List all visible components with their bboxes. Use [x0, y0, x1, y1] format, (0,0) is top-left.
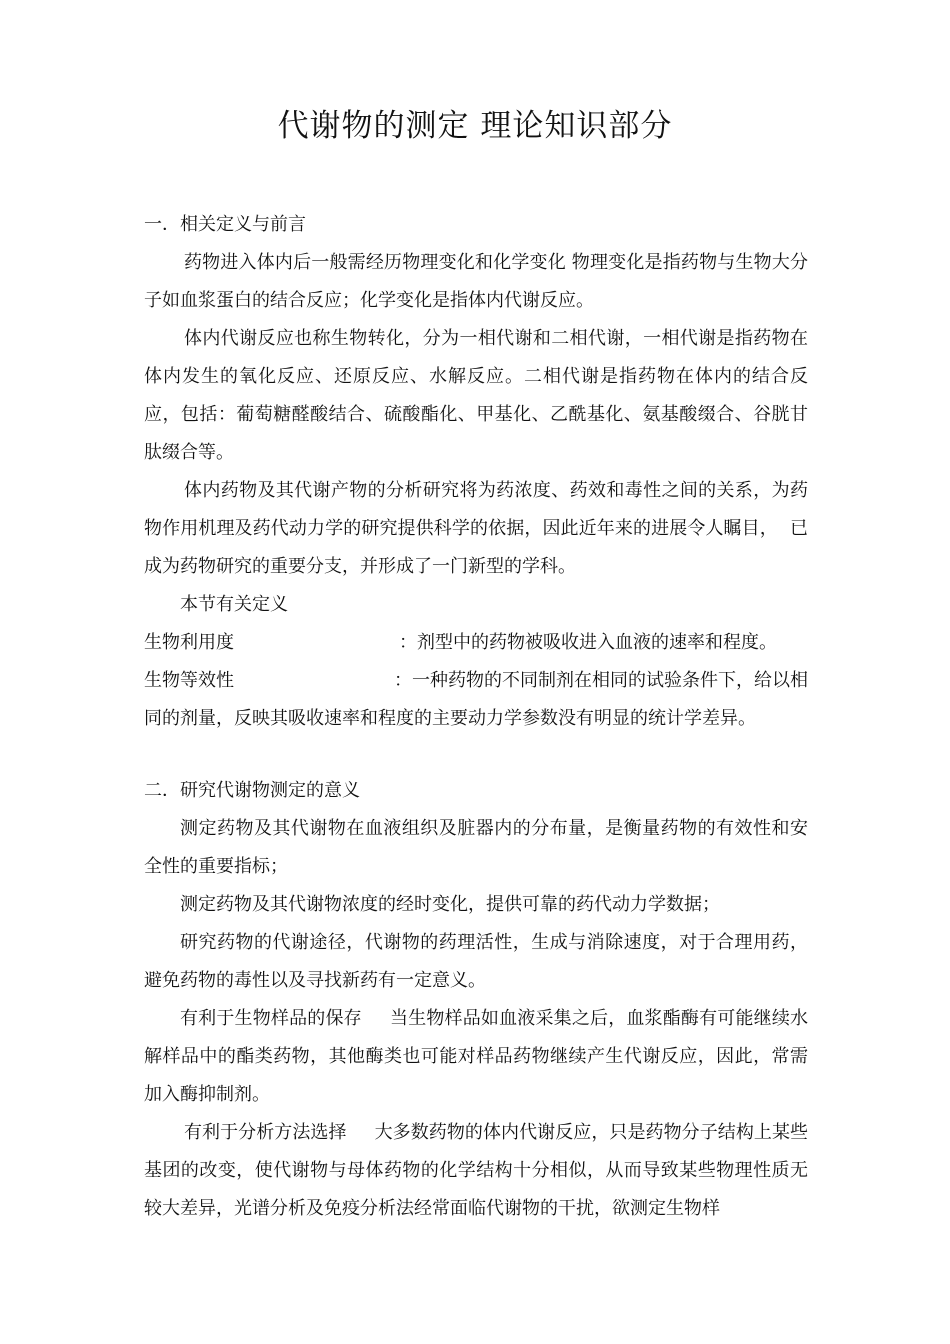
definitions-subheading: 本节有关定义 — [180, 594, 288, 615]
section-1-paragraph-2: 体内代谢反应也称生物转化，分为一相代谢和二相代谢，一相代谢是指药物在体内发生的氧化反应、还原反应、水解反应。二相代谢是指药物在体内的结合反应，包括：葡萄糖醛酸结合、硫酸酯化、甲基化、乙酰基化、氨基酸缀合、谷胱甘肽缀合等。 — [144, 328, 808, 463]
section-2-paragraph-5-body: 大多数药物的体内代谢反应，只是药物分子结构上某些基团的改变，使代谢物与母体药物的化学结构十分相似，从而导致某些物理性质无较大差异，光谱分析及免疫分析法经常面临代谢物的干扰，欲测定生物样 — [144, 1122, 808, 1219]
section-2-paragraph-4 — [144, 1000, 808, 1114]
page-title: 代谢物的测定 理论知识部分 — [277, 108, 673, 144]
section-2-paragraph-5-lead: 有利于分析方法选择 — [184, 1122, 347, 1143]
section-1-heading: 一．相关定义与前言 — [144, 214, 306, 235]
section-1-paragraph-1: 药物进入体内后一般需经历物理变化和化学变化 物理变化是指药物与生物大分子如血浆蛋白的结合反应；化学变化是指体内代谢反应。 — [144, 252, 808, 311]
document-body — [144, 206, 808, 1228]
definition-text: ：一种药物的不同制剂在相同的试验条件下，给以相同的剂量，反映其吸收速率和程度的主要动力学参数没有明显的统计学差异。 — [144, 670, 808, 729]
definition-term: 生物等效性 — [144, 670, 234, 691]
section-1-paragraph-3-part-a: 体内药物及其代谢产物的分析研究将为药浓度、药效和毒性之间的关系，为药物作用机理及药代动力学的研究提供科学的依据，因此近年来的进展令人瞩目， — [144, 480, 808, 539]
section-2-paragraph-4-lead: 有利于生物样品的保存 — [180, 1008, 362, 1029]
section-2-paragraph-4-body: 当生物样品如血液采集之后，血浆酯酶有可能继续水解样品中的酯类药物，其他酶类也可能对样品药物继续产生代谢反应，因此，常需加入酶抑制剂。 — [144, 1008, 809, 1105]
section-2-paragraph-1: 测定药物及其代谢物在血液组织及脏器内的分布量，是衡量药物的有效性和安全性的重要指标； — [144, 818, 808, 877]
section-2-paragraph-2: 测定药物及其代谢物浓度的经时变化，提供可靠的药代动力学数据； — [180, 894, 720, 915]
definition-term: 生物利用度 — [144, 632, 234, 653]
section-2-paragraph-5 — [144, 1114, 808, 1228]
definition-bioavailability — [144, 624, 808, 662]
definition-bioequivalence — [144, 662, 808, 738]
definition-text: ：剂型中的药物被吸收进入血液的速率和程度。 — [399, 632, 777, 653]
section-1-paragraph-3 — [144, 472, 808, 586]
section-2-heading: 二．研究代谢物测定的意义 — [144, 780, 360, 801]
section-2-paragraph-3: 研究药物的代谢途径，代谢物的药理活性，生成与消除速度，对于合理用药，避免药物的毒性以及寻找新药有一定意义。 — [144, 932, 808, 991]
section-1-paragraph-3-part-b: 已成为药物研究的重要分支，并形成了一门新型的学科。 — [144, 518, 809, 577]
